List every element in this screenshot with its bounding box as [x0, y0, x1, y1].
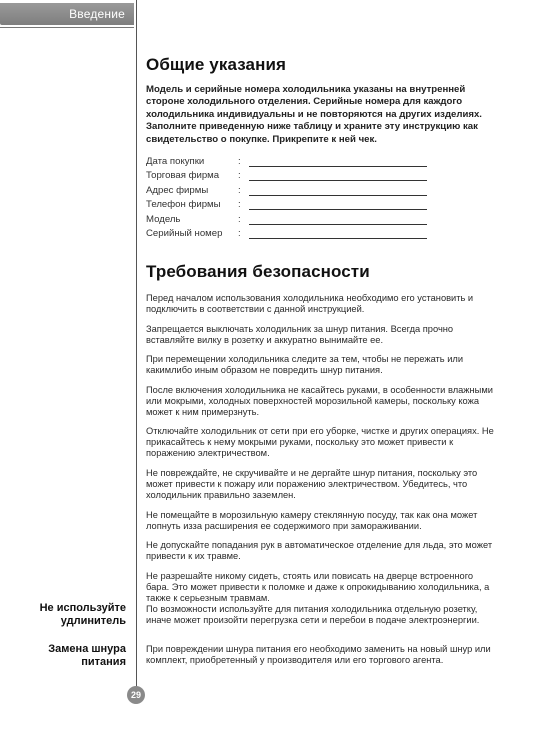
- cord-heading: Замена шнура питания: [48, 643, 126, 668]
- form-label: Серийный номер: [146, 227, 223, 239]
- general-intro: Модель и серийные номера холодильника указаны на внутренней стороне холодильного отделения. Серийные номера для каждого холодильника индивидуальны и не повторяются на других изделиях. Заполните приведенную ниже таблицу и храните эту инструкцию как свидетельство о покупке. Прикрепите к ней чек.: [146, 84, 482, 145]
- form-fill-line: [249, 238, 427, 239]
- form-colon: :: [238, 227, 241, 239]
- form-fill-line: [249, 209, 427, 210]
- safety-paragraphs: [146, 293, 496, 612]
- form-colon: :: [238, 199, 241, 211]
- margin-divider: [136, 0, 137, 700]
- section-tab: [0, 3, 134, 25]
- form-row: [146, 185, 436, 199]
- safety-paragraph: Перед началом использования холодильника необходимо его установить и подключить в соответствии с данной инструкцией.: [146, 293, 474, 314]
- safety-paragraph: Не помещайте в морозильную камеру стеклянную посуду, так как она может лопнуть изза расширения ее содержимого при замораживании.: [146, 509, 478, 531]
- safety-paragraph: После включения холодильника не касайтесь руками, в особенности влажными или мокрыми, холодных поверхностей морозильной камеры, поскольку кожа может к ним примерзнуть.: [146, 384, 493, 417]
- form-row: [146, 170, 436, 184]
- form-fill-line: [249, 180, 427, 181]
- safety-title: Требования безопасности: [146, 262, 370, 281]
- safety-paragraph: Запрещается выключать холодильник за шнур питания. Всегда прочно вставляйте вилку в розетку и аккуратно вынимайте ее.: [146, 323, 454, 345]
- header-rule: [0, 27, 134, 28]
- form-row: [146, 214, 436, 228]
- safety-paragraph: Не разрешайте никому сидеть, стоять или повисать на дверце встроенного бара. Это может привести к поломке и даже к опрокидыванию холодильника, а также к серьезным травмам.: [146, 570, 490, 603]
- form-fill-line: [249, 195, 427, 196]
- form-label: Адрес фирмы: [146, 184, 209, 196]
- safety-paragraph: При перемещении холодильника следите за тем, чтобы не пережать или какимлибо иным образом не повредить шнур питания.: [146, 354, 464, 376]
- form-row: [146, 156, 436, 170]
- section-tab-label: Введение: [69, 7, 125, 21]
- page-number: 29: [127, 686, 145, 704]
- form-fill-line: [249, 166, 427, 167]
- form-colon: :: [238, 184, 241, 196]
- form-colon: :: [238, 156, 241, 167]
- form-fill-line: [249, 224, 427, 225]
- safety-paragraph: Не допускайте попадания рук в автоматическое отделение для льда, это может привести к их травме.: [146, 540, 493, 562]
- form-row: [146, 228, 436, 242]
- form-label: Телефон фирмы: [146, 199, 221, 211]
- form-label: Модель: [146, 213, 181, 225]
- form-label: Дата покупки: [146, 156, 205, 167]
- form-row: [146, 199, 436, 213]
- extension-heading: Не используйте удлинитель: [39, 602, 126, 627]
- safety-paragraph: Не повреждайте, не скручивайте и не дергайте шнур питания, поскольку это может привести к пожару или поражению электричеством. Убедитесь, что холодильник правильно заземлен.: [146, 467, 478, 500]
- form-colon: :: [238, 170, 241, 182]
- safety-paragraph: Отключайте холодильник от сети при его уборке, чистке и других операциях. Не прикасайтесь к нему мокрыми руками, поскольку это может привести к поражению электричеством.: [146, 426, 494, 459]
- extension-text: По возможности используйте для питания холодильника отдельную розетку, иначе может произойти перегрузка сети и перебои в подаче электроэнергии.: [146, 604, 480, 625]
- cord-text: При повреждении шнура питания его необходимо заменить на новый шнур или комплект, приобретенный у производителя или его торгового агента.: [146, 644, 491, 665]
- form-colon: :: [238, 213, 241, 225]
- purchase-form: [146, 156, 436, 242]
- general-title: Общие указания: [146, 55, 287, 74]
- form-label: Торговая фирма: [146, 170, 220, 182]
